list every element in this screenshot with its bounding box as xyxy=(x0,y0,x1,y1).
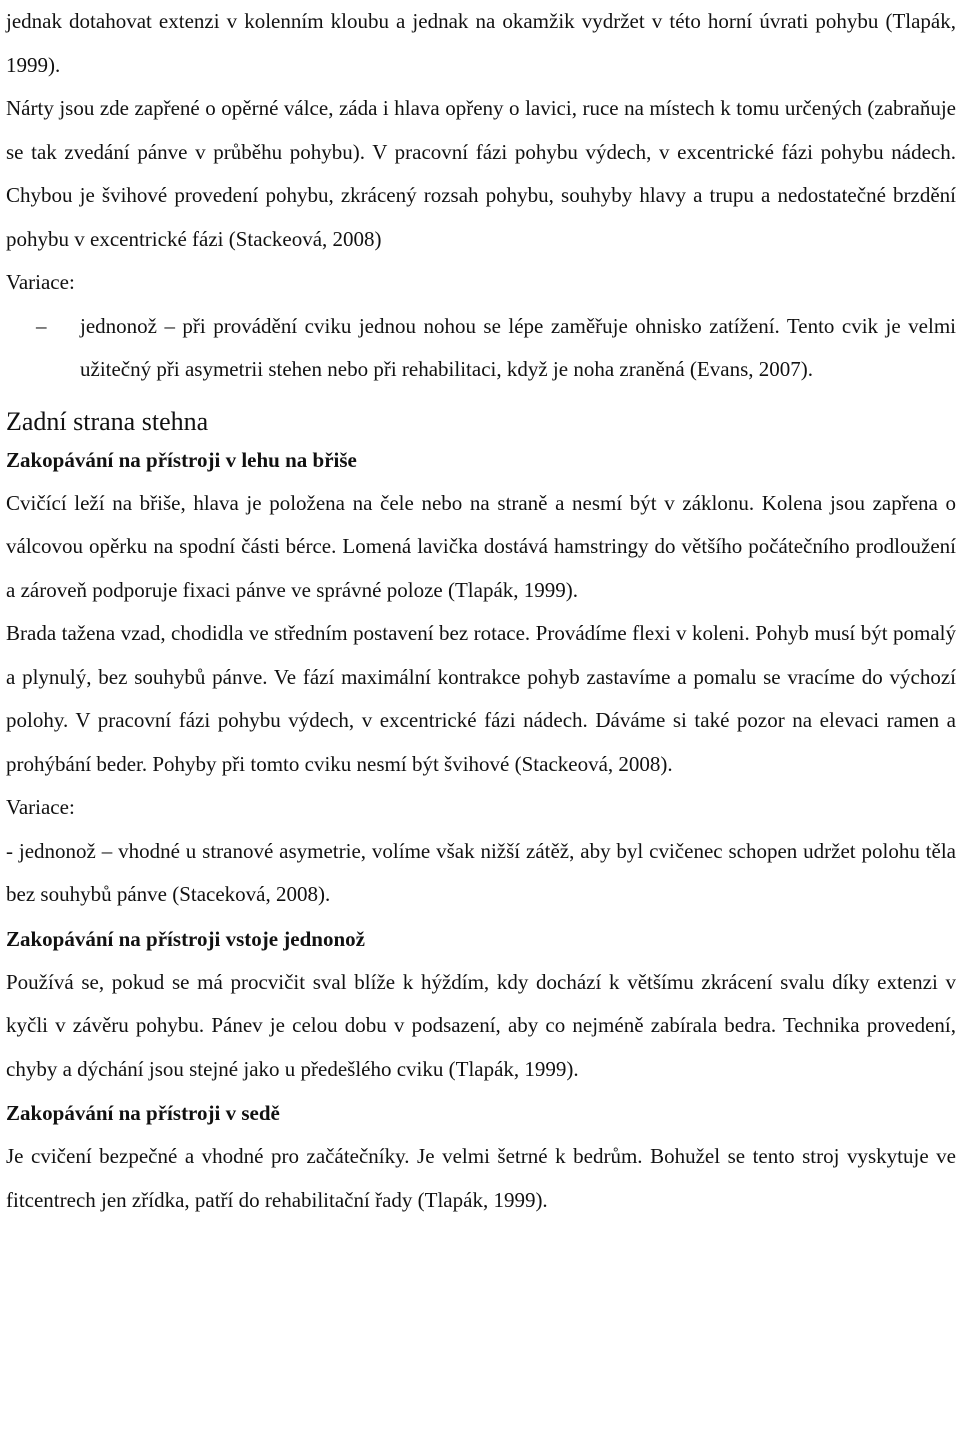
subsection-title-prone: Zakopávání na přístroji v lehu na břiše xyxy=(6,447,357,472)
paragraph-prone-technique: Brada tažena vzad, chodidla ve středním postavení bez rotace. Provádíme flexi v koleni. Pohyb musí být pomalý a plynulý, bez souhybů pánve. Ve fází maximální kontrakce pohyb zastavíme a pomalu se vracíme do výchozí polohy. V pracovní fázi pohybu výdech, v excentrické fázi nádech. Dáváme si také pozor na elevaci ramen a prohýbání beder. Pohyby při tomto cviku nesmí být švihové (Stackeová, 2008). xyxy=(6,621,956,776)
variace-item-text: jednonož – při provádění cviku jednou nohou se lépe zaměřuje ohnisko zatížení. Tento cvik je velmi užitečný při asymetrii stehen nebo při rehabilitaci, když je noha zraněná (Evans, 2007). xyxy=(80,313,956,381)
document-page xyxy=(6,0,956,1222)
dash-bullet: – xyxy=(36,313,47,338)
variace-label: Variace: xyxy=(6,270,75,294)
paragraph-prone-setup: Cvičící leží na břiše, hlava je položena na čele nebo na straně a nesmí být v záklonu. Kolena jsou zapřena o válcovou opěrku na spodní části bérce. Lomená lavička dostává hamstringy do většího počátečního prodloužení a zároveň podporuje fixaci pánve ve správné poloze (Tlapák, 1999). xyxy=(6,490,956,602)
subsection-title-seated: Zakopávání na přístroji v sedě xyxy=(6,1101,280,1125)
variace-label: Variace: xyxy=(6,795,75,819)
paragraph-standing: Používá se, pokud se má procvičit sval blíže k hýždím, kdy dochází k většímu zkrácení svalu díky extenzi v kyčli v závěru pohybu. Pánev je celou dobu v podsazení, aby co nejméně zabírala bedra. Technika provedení, chyby a dýchání jsou stejné jako u předešlého cviku (Tlapák, 1999). xyxy=(6,969,956,1081)
variace-list-item: - jednonož – vhodné u stranové asymetrie, volíme však nižší zátěž, aby byl cvičenec schopen udržet polohu těla bez souhybů pánve (Staceková, 2008). xyxy=(6,838,956,906)
paragraph-technique: Nárty jsou zde zapřené o opěrné válce, záda i hlava opřeny o lavici, ruce na místech k tomu určených (zabraňuje se tak zvedání pánve v průběhu pohybu). V pracovní fázi pohybu výdech, v excentrické fázi pohybu nádech. Chybou je švihové provedení pohybu, zkrácený rozsah pohybu, souhyby hlavy a trupu a nedostatečné brzdění pohybu v excentrické fázi (Stackeová, 2008) xyxy=(6,96,956,251)
subsection-title-standing: Zakopávání na přístroji vstoje jednonož xyxy=(6,926,365,951)
variace-list-item xyxy=(6,305,956,392)
paragraph-continuation: jednak dotahovat extenzi v kolenním kloubu a jednak na okamžik vydržet v této horní úvrati pohybu (Tlapák, 1999). xyxy=(6,9,956,77)
section-title: Zadní strana stehna xyxy=(6,406,209,436)
paragraph-seated: Je cvičení bezpečné a vhodné pro začátečníky. Je velmi šetrné k bedrům. Bohužel se tento stroj vyskytuje ve fitcentrech jen zřídka, patří do rehabilitační řady (Tlapák, 1999). xyxy=(6,1144,956,1212)
